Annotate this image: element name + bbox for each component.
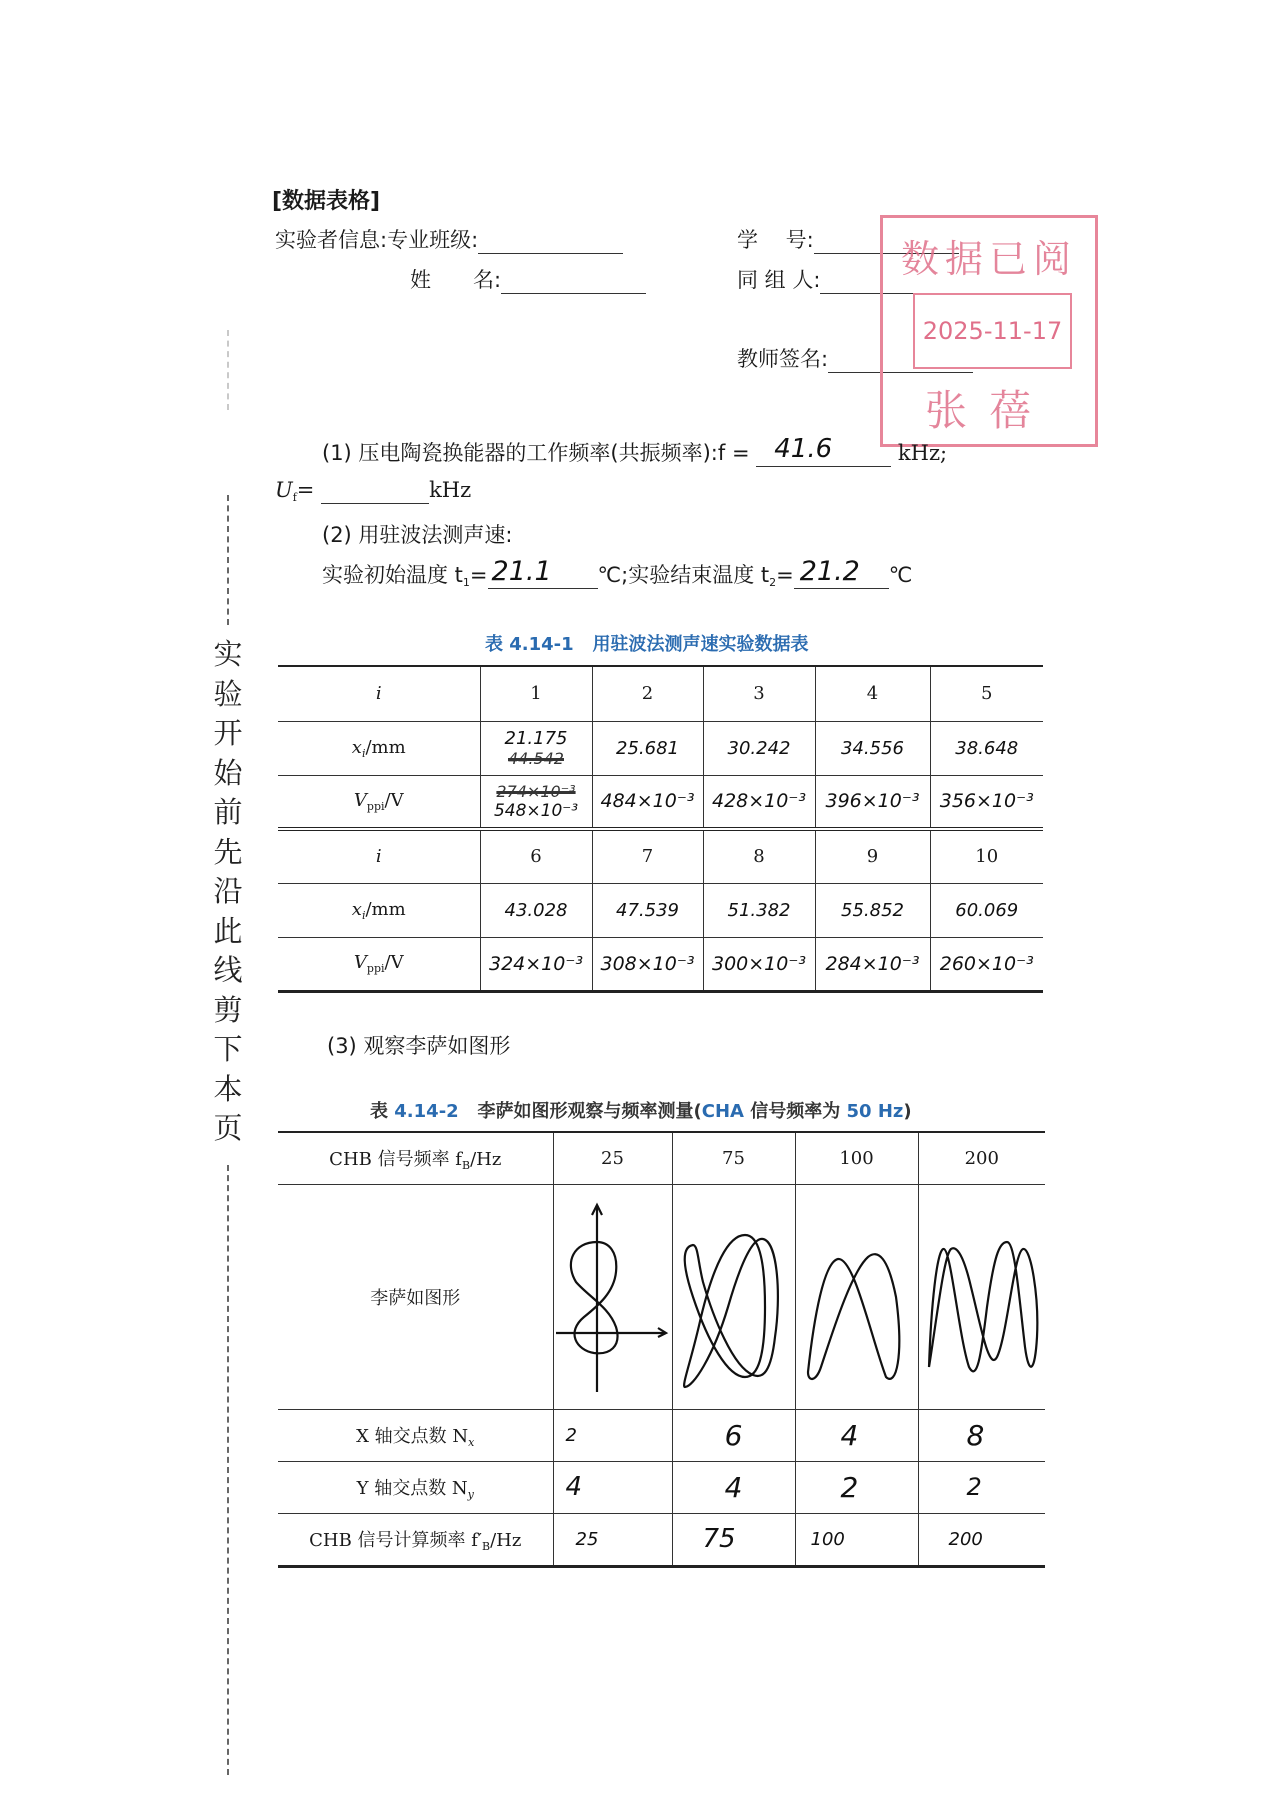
lissajous-table [278, 1131, 1045, 1568]
quad-arch-lissajous-icon [919, 1187, 1046, 1407]
cut-instruction-char: 剪 [213, 992, 243, 1027]
index-cell: 7 [592, 829, 703, 883]
cut-instruction-char: 先 [213, 834, 243, 869]
index-cell: 3 [703, 666, 815, 721]
v-value-cell[interactable]: 260×10⁻³ [930, 937, 1043, 991]
t1-label: 实验初始温度 t [322, 563, 463, 587]
x-value-cell[interactable]: 60.069 [930, 883, 1043, 937]
part3-title: (3) 观察李萨如图形 [327, 1034, 511, 1058]
uf-label: U [275, 478, 293, 502]
x-value-cell[interactable]: 38.648 [930, 721, 1043, 775]
v-value-cell[interactable]: 324×10⁻³ [480, 937, 592, 991]
table-row-v-bottom [278, 937, 1043, 991]
nx-cell[interactable]: 8 [918, 1409, 1045, 1461]
review-stamp [880, 215, 1098, 447]
row-label-i: i [375, 683, 382, 705]
table2-caption [370, 1097, 912, 1123]
uf-eq: = [296, 478, 315, 502]
figure-eight-lissajous-icon [554, 1187, 673, 1407]
row-label-nx: X 轴交点数 $N_x$ [356, 1425, 475, 1449]
cut-instruction-char: 线 [213, 953, 243, 987]
table2-caption-freq: 50 Hz [846, 1101, 904, 1122]
x-value-cell[interactable]: 47.539 [592, 883, 703, 937]
x-value-cell[interactable]: 51.382 [703, 883, 815, 937]
part1-line [322, 434, 948, 467]
calc-frequency-cell[interactable]: 200 [918, 1513, 1045, 1566]
index-cell: 9 [815, 829, 930, 883]
ny-cell[interactable]: 4 [672, 1461, 795, 1513]
table-row-lissajous-figure [278, 1184, 1045, 1409]
info-row-2 [410, 264, 646, 294]
t1-sub: 1 [462, 576, 470, 589]
temperature-line: 实验初始温度 $t_1=$ 21.1 ℃;实验结束温度 $t_2=$ 21.2 ℃ [322, 556, 913, 589]
v-value-cell[interactable]: 356×10⁻³ [930, 775, 1043, 829]
uf-field[interactable] [321, 481, 429, 504]
v-value-cell[interactable]: 428×10⁻³ [703, 775, 815, 829]
struck-v-value: 274×10⁻³ [496, 781, 576, 801]
cut-instruction-char: 沿 [213, 874, 243, 908]
table-row-x-top [278, 721, 1043, 775]
cut-instruction-char: 此 [213, 913, 243, 948]
frequency-unit: kHz; [897, 441, 948, 465]
t2-label: 实验结束温度 t [628, 563, 770, 587]
cut-instruction-char: 验 [213, 676, 243, 711]
cut-line-upper [227, 495, 229, 625]
info-row-1 [275, 224, 623, 254]
t1-field[interactable] [488, 556, 598, 589]
part1-text: (1) 压电陶瓷换能器的工作频率(共振频率):f = [322, 441, 750, 465]
table2-caption-text: 李萨如图形观察与频率测量( [477, 1101, 702, 1122]
cut-instruction-char: 下 [213, 1032, 243, 1066]
v-value-cell[interactable]: 274×10⁻³ 548×10⁻³ [480, 775, 592, 829]
frequency-cell: 100 [795, 1132, 918, 1184]
ny-cell[interactable]: 4 [553, 1461, 672, 1513]
frequency-cell: 200 [918, 1132, 1045, 1184]
part2-title: (2) 用驻波法测声速: [322, 523, 513, 547]
calc-frequency-cell[interactable]: 25 [553, 1513, 672, 1566]
v-value-cell[interactable]: 484×10⁻³ [592, 775, 703, 829]
row-label-ny: Y 轴交点数 $N_y$ [356, 1477, 474, 1501]
major-class-label: 专业班级: [387, 228, 479, 252]
calc-frequency-cell[interactable]: 75 [672, 1513, 795, 1566]
index-cell: 4 [815, 666, 930, 721]
x-value-cell[interactable]: 21.175 44.542 [480, 721, 592, 775]
v-value-cell[interactable]: 308×10⁻³ [592, 937, 703, 991]
figure-cell[interactable] [795, 1184, 918, 1409]
frequency-cell: 25 [553, 1132, 672, 1184]
cut-instruction-char: 页 [213, 1111, 243, 1145]
table2-caption-prefix: 表 [370, 1101, 388, 1122]
table-row-v-top [278, 775, 1043, 829]
nx-cell[interactable]: 6 [672, 1409, 795, 1461]
uf-sub: f [292, 491, 297, 504]
uf-line [275, 478, 471, 504]
table-row-ny [278, 1461, 1045, 1513]
table-row-nx [278, 1409, 1045, 1461]
table2-caption-close: ) [903, 1101, 912, 1122]
table2-caption-signal: 信号频率为 [750, 1101, 841, 1122]
name-label: 姓 名: [410, 268, 502, 292]
table-row-calculated-frequency [278, 1513, 1045, 1566]
row-label-v: $V_{ppi}/V$ [353, 952, 404, 975]
figure-cell[interactable] [918, 1184, 1045, 1409]
uf-unit: kHz [429, 478, 472, 502]
figure-cell[interactable] [553, 1184, 672, 1409]
table-row-i-bottom [278, 829, 1043, 883]
row-label-chb-frequency: CHB 信号频率 $f_B/Hz$ [329, 1148, 502, 1172]
triple-loop-lissajous-icon [673, 1187, 796, 1407]
stamp-signature: 张蓓 [924, 386, 1053, 435]
frequency-cell: 75 [672, 1132, 795, 1184]
cut-instruction-char: 始 [213, 755, 243, 790]
teacher-sign-label: 教师签名: [737, 347, 829, 371]
t2-value: 21.2 [799, 556, 860, 587]
name-field[interactable] [501, 271, 646, 294]
t2-sub: 2 [769, 576, 777, 589]
major-class-field[interactable] [478, 231, 623, 254]
cut-instruction-char: 本 [213, 1071, 243, 1106]
t2-unit: ℃ [888, 563, 913, 587]
row-label-x: $x_i/mm$ [351, 736, 406, 760]
index-cell: 8 [703, 829, 815, 883]
table1-caption-text: 用驻波法测声速实验数据表 [592, 634, 809, 655]
x-value-cell[interactable]: 55.852 [815, 883, 930, 937]
x-value-cell[interactable]: 43.028 [480, 883, 592, 937]
row-label-figure: 李萨如图形 [370, 1287, 461, 1309]
nx-cell[interactable]: 2 [553, 1409, 672, 1461]
v-value-cell[interactable]: 284×10⁻³ [815, 937, 930, 991]
table2-caption-cha: CHA [701, 1101, 744, 1122]
t1-value: 21.1 [491, 556, 552, 587]
v-value-cell[interactable]: 300×10⁻³ [703, 937, 815, 991]
cut-instruction-char: 前 [213, 795, 243, 829]
index-cell: 1 [480, 666, 592, 721]
cut-line-lower [227, 1165, 229, 1775]
table1-caption [485, 630, 809, 656]
struck-x-value: 44.542 [508, 749, 564, 768]
stamp-title: 数据已阅 [900, 237, 1077, 281]
index-cell: 2 [592, 666, 703, 721]
frequency-value: 41.6 [774, 434, 833, 464]
row-label-x: $x_i/mm$ [351, 898, 406, 922]
calc-frequency-cell[interactable]: 100 [795, 1513, 918, 1566]
row-label-i: i [375, 846, 382, 868]
index-cell: 10 [930, 829, 1043, 883]
t2-field[interactable] [794, 556, 889, 589]
x-value-cell[interactable]: 25.681 [592, 721, 703, 775]
row-label-v: $V_{ppi}/V$ [353, 789, 404, 813]
index-cell: 5 [930, 666, 1043, 721]
ny-cell[interactable]: 2 [918, 1461, 1045, 1513]
section-title: [数据表格] [272, 189, 381, 214]
row-label-calculated-frequency: CHB 信号计算频率 $f'_B/Hz$ [309, 1529, 522, 1553]
table1-caption-number: 表 4.14-1 [485, 634, 574, 655]
table-row-x-bottom [278, 883, 1043, 937]
ny-cell[interactable]: 2 [795, 1461, 918, 1513]
t1-unit: ℃; [597, 563, 629, 587]
double-arch-lissajous-icon [796, 1187, 919, 1407]
table2-caption-number: 4.14-2 [394, 1101, 459, 1122]
v-value-cell[interactable]: 396×10⁻³ [815, 775, 930, 829]
frequency-field[interactable] [756, 434, 891, 467]
figure-cell[interactable] [672, 1184, 795, 1409]
index-cell: 6 [480, 829, 592, 883]
nx-cell[interactable]: 4 [795, 1409, 918, 1461]
stamp-date: 2025-11-17 [913, 293, 1072, 369]
cut-instruction [213, 635, 243, 1149]
x-value-cell[interactable]: 34.556 [815, 721, 930, 775]
sound-speed-table [278, 665, 1043, 993]
table-row-i-top [278, 666, 1043, 721]
info-prefix-label: 实验者信息: [275, 228, 388, 252]
cut-instruction-char: 实 [213, 637, 243, 671]
student-id-label: 学 号: [737, 228, 814, 252]
cut-line-top-faint [227, 330, 229, 410]
table-row-chb-frequency [278, 1132, 1045, 1184]
cut-instruction-char: 开 [213, 716, 243, 750]
partner-label: 同 组 人: [737, 268, 821, 292]
x-value-cell[interactable]: 30.242 [703, 721, 815, 775]
